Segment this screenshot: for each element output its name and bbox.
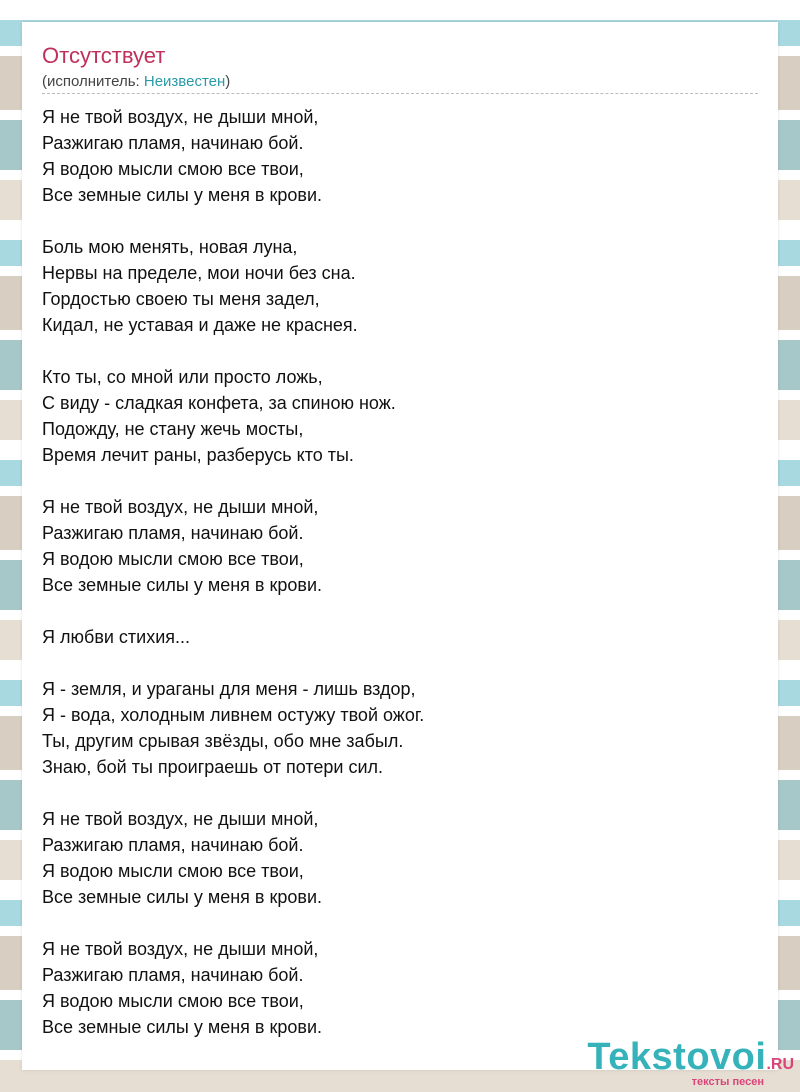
- lyric-line: Кто ты, со мной или просто ложь,: [42, 367, 323, 387]
- lyric-line: Я водою мысли смою все твои,: [42, 159, 304, 179]
- artist-line: [42, 72, 230, 92]
- lyric-line: С виду - сладкая конфета, за спиною нож.: [42, 393, 396, 413]
- lyric-line: Я не твой воздух, не дыши мной,: [42, 107, 319, 127]
- lyric-line: Разжигаю пламя, начинаю бой.: [42, 133, 304, 153]
- lyrics-card: [22, 22, 778, 1070]
- lyric-line: Время лечит раны, разберусь кто ты.: [42, 445, 354, 465]
- artist-prefix: (исполнитель:: [42, 73, 144, 90]
- lyric-line: Разжигаю пламя, начинаю бой.: [42, 965, 304, 985]
- lyric-line: Все земные силы у меня в крови.: [42, 1017, 322, 1037]
- stanza: [42, 364, 758, 468]
- song-title: Отсутствует: [42, 43, 166, 68]
- lyric-line: Я - земля, и ураганы для меня - лишь вздор,: [42, 679, 416, 699]
- artist-suffix: ): [225, 73, 231, 90]
- lyric-line: Разжигаю пламя, начинаю бой.: [42, 835, 304, 855]
- stanza: [42, 676, 758, 780]
- stanza: [42, 234, 758, 338]
- lyric-line: Подожду, не стану жечь мосты,: [42, 419, 304, 439]
- site-logo[interactable]: [587, 1038, 794, 1088]
- lyric-line: Я водою мысли смою все твои,: [42, 549, 304, 569]
- stanza: [42, 624, 758, 650]
- lyric-line: Все земные силы у меня в крови.: [42, 575, 322, 595]
- lyric-line: Я любви стихия...: [42, 627, 191, 647]
- logo-suffix: .RU: [766, 1056, 794, 1073]
- logo-main: Tekstovoi: [587, 1036, 767, 1078]
- lyric-line: Нервы на пределе, мои ночи без сна.: [42, 263, 356, 283]
- stanza: [42, 806, 758, 910]
- lyrics-body: [42, 104, 758, 1066]
- logo-tagline: тексты песен: [691, 1076, 764, 1088]
- stanza: [42, 936, 758, 1040]
- lyric-line: Я не твой воздух, не дыши мной,: [42, 939, 319, 959]
- lyric-line: Знаю, бой ты проиграешь от потери сил.: [42, 757, 384, 777]
- divider: [42, 93, 758, 94]
- lyric-line: Гордостью своею ты меня задел,: [42, 289, 320, 309]
- lyric-line: Я водою мысли смою все твои,: [42, 861, 304, 881]
- lyric-line: Кидал, не уставая и даже не краснея.: [42, 315, 358, 335]
- lyric-line: Разжигаю пламя, начинаю бой.: [42, 523, 304, 543]
- lyric-line: Я водою мысли смою все твои,: [42, 991, 304, 1011]
- lyric-line: Все земные силы у меня в крови.: [42, 185, 322, 205]
- logo-wordmark: [587, 1038, 794, 1076]
- lyric-line: Я - вода, холодным ливнем остужу твой ожог.: [42, 705, 425, 725]
- stanza: [42, 104, 758, 208]
- lyric-line: Все земные силы у меня в крови.: [42, 887, 322, 907]
- lyric-line: Я не твой воздух, не дыши мной,: [42, 809, 319, 829]
- lyric-line: Я не твой воздух, не дыши мной,: [42, 497, 319, 517]
- artist-link[interactable]: Неизвестен: [143, 73, 226, 90]
- stanza: [42, 494, 758, 598]
- lyric-line: Ты, другим срывая звёзды, обо мне забыл.: [42, 731, 404, 751]
- lyric-line: Боль мою менять, новая луна,: [42, 237, 298, 257]
